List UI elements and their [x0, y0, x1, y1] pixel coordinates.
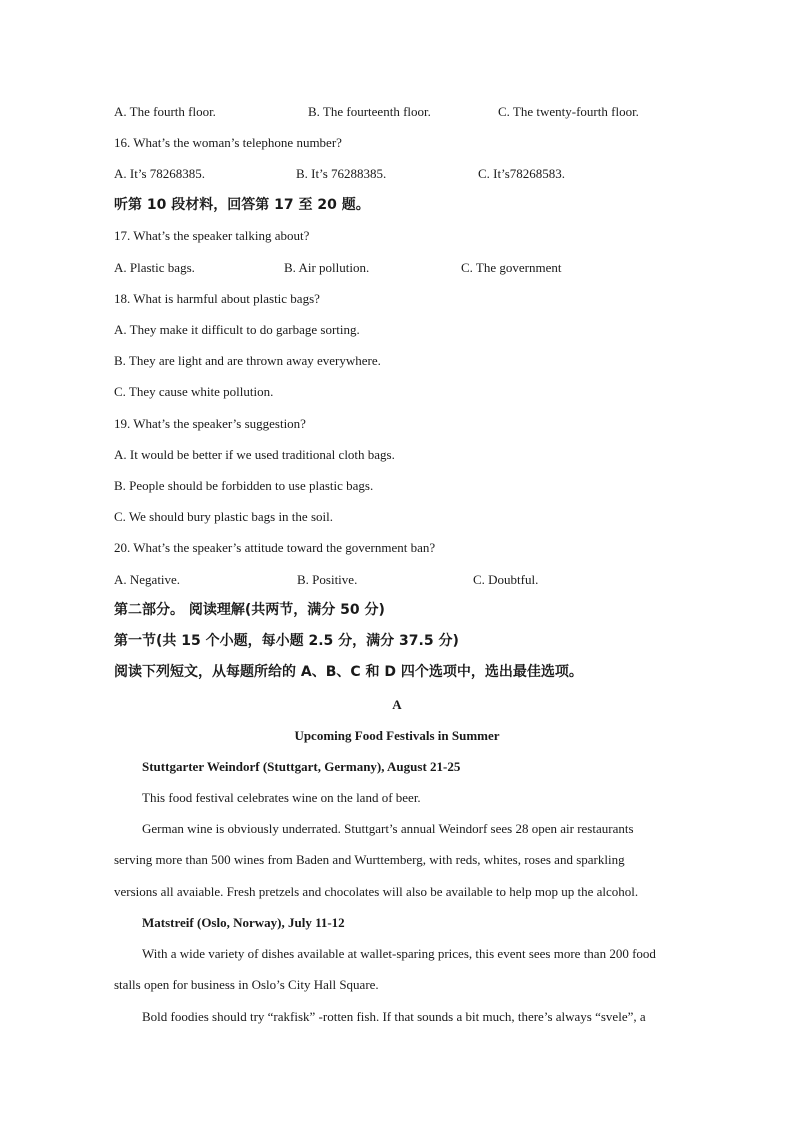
q15-option-c: C. The twenty-fourth floor.: [498, 104, 639, 119]
part2-heading: 第二部分。 阅读理解(共两节，满分 50 分): [114, 602, 385, 618]
q20-option-a: A. Negative.: [114, 572, 181, 587]
q16-option-c: C. It’s78268583.: [478, 166, 566, 181]
festival1-heading: Stuttgarter Weindorf (Stuttgart, Germany), August 21-25: [142, 759, 461, 774]
q17-option-b: B. Air pollution.: [284, 260, 370, 275]
q20-option-b: B. Positive.: [297, 572, 358, 587]
festival1-paragraph2-line1: German wine is obviously underrated. Stuttgart’s annual Weindorf sees 28 open air restaurants: [142, 821, 634, 836]
q15-option-b: B. The fourteenth floor.: [308, 104, 431, 119]
festival2-paragraph2-line1: Bold foodies should try “rakfisk” -rotten fish. If that sounds a bit much, there’s always “svele”, a: [142, 1009, 646, 1024]
festival2-paragraph1-line1: With a wide variety of dishes available at wallet-sparing prices, this event sees more than 200 food: [142, 946, 656, 961]
q18-option-c: C. They cause white pollution.: [114, 384, 274, 399]
q16-option-a: A. It’s 78268385.: [114, 166, 205, 181]
q18-option-b: B. They are light and are thrown away everywhere.: [114, 353, 381, 368]
q16-question: 16. What’s the woman’s telephone number?: [114, 135, 342, 150]
q19-question: 19. What’s the speaker’s suggestion?: [114, 416, 306, 431]
q18-option-a: A. They make it difficult to do garbage sorting.: [114, 322, 360, 337]
festival2-paragraph1-line2: stalls open for business in Oslo’s City Hall Square.: [114, 977, 379, 992]
passage-letter: A: [392, 697, 402, 712]
q15-option-a: A. The fourth floor.: [114, 104, 216, 119]
q17-question: 17. What’s the speaker talking about?: [114, 228, 310, 243]
q19-option-c: C. We should bury plastic bags in the soil.: [114, 509, 333, 524]
q17-option-c: C. The government: [461, 260, 562, 275]
festival1-paragraph1: This food festival celebrates wine on the land of beer.: [142, 790, 421, 805]
q18-question: 18. What is harmful about plastic bags?: [114, 291, 320, 306]
q19-option-a: A. It would be better if we used traditional cloth bags.: [114, 447, 395, 462]
section10-instruction: 听第 10 段材料，回答第 17 至 20 题。: [114, 197, 370, 213]
q20-question: 20. What’s the speaker’s attitude toward the government ban?: [114, 540, 436, 555]
section1-heading: 第一节(共 15 个小题，每小题 2.5 分，满分 37.5 分): [114, 633, 459, 649]
q19-option-b: B. People should be forbidden to use plastic bags.: [114, 478, 374, 493]
festival1-paragraph2-line2: serving more than 500 wines from Baden and Wurttemberg, with reds, whites, roses and sparkling: [114, 852, 625, 867]
passage-title: Upcoming Food Festivals in Summer: [294, 728, 500, 743]
q20-option-c: C. Doubtful.: [473, 572, 539, 587]
festival1-paragraph2-line3: versions all avaiable. Fresh pretzels and chocolates will also be available to help mop up the alcohol.: [114, 884, 639, 899]
q17-option-a: A. Plastic bags.: [114, 260, 195, 275]
reading-instruction: 阅读下列短文，从每题所给的 A、B、C 和 D 四个选项中，选出最佳选项。: [114, 664, 583, 680]
q16-option-b: B. It’s 76288385.: [296, 166, 387, 181]
festival2-heading: Matstreif (Oslo, Norway), July 11-12: [142, 915, 345, 930]
